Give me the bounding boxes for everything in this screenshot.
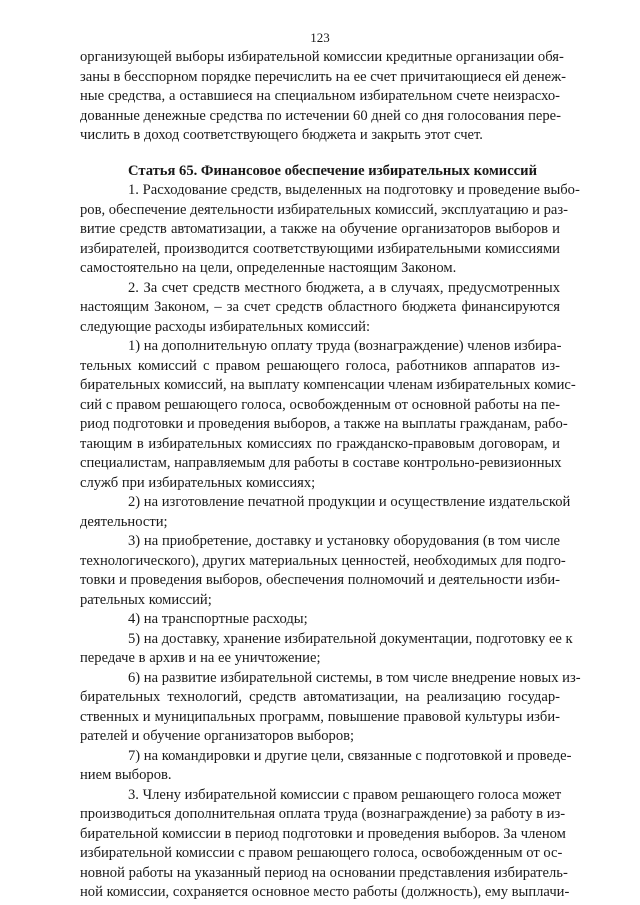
paragraph <box>80 630 573 669</box>
text-line: 3. Члену избирательной комиссии с правом решающего голоса может <box>128 786 562 803</box>
text-line: настоящим Законом, – за счет средств областного бюджета финансируются <box>80 299 560 315</box>
text-line: деятельности; <box>80 513 168 530</box>
text-line: заны в бесспорном порядке перечислить на ее счет причитающиеся ей денеж- <box>80 68 567 85</box>
text-line: витие средств автоматизации, а также на обучение организаторов выборов и <box>80 221 560 237</box>
page-number: 123 <box>310 30 330 45</box>
text-line: товки и проведения выборов, обеспечения полномочий и деятельности изби- <box>80 572 560 588</box>
intro-paragraph <box>80 48 567 146</box>
text-line: технологического), других материальных ценностей, необходимых для подго- <box>80 552 566 569</box>
text-line: сий с правом решающего голоса, освобожденным от основной работы на пе- <box>80 396 560 413</box>
text-line: 2. За счет средств местного бюджета, а в случаях, предусмотренных <box>128 279 560 296</box>
text-line: бирательных технологий, средств автоматизации, на реализацию государ- <box>80 689 560 705</box>
text-line: рательных комиссий; <box>80 591 212 608</box>
text-line: служб при избирательных комиссиях; <box>80 474 316 491</box>
paragraph <box>80 669 581 747</box>
text-line: риод подготовки и проведения выборов, а также на выплаты гражданам, рабо- <box>80 416 568 432</box>
paragraph-gap <box>80 146 560 162</box>
text-line: нием выборов. <box>80 767 172 783</box>
paragraph <box>80 279 560 338</box>
paragraph <box>80 181 580 279</box>
text-line: дованные денежные средства по истечении 60 дней со дня голосования пере- <box>80 107 562 124</box>
paragraph <box>80 532 566 610</box>
text-line: следующие расходы избирательных комиссий: <box>80 318 370 335</box>
text-line: тельных комиссий с правом решающего голоса, работников аппаратов из- <box>80 357 560 374</box>
paragraph <box>80 337 576 493</box>
text-line: самостоятельно на цели, определенные настоящим Законом. <box>80 260 457 276</box>
text-line: 2) на изготовление печатной продукции и осуществление издательской <box>128 494 571 510</box>
text-line: ров, обеспечение деятельности избирательных комиссий, эксплуатацию и раз- <box>80 201 568 218</box>
paragraph <box>80 747 572 786</box>
text-line: избирательной комиссии с правом решающего голоса, освобожденным от ос- <box>80 845 563 861</box>
text-line: тающим в избирательных комиссиях по гражданско-правовым договорам, и <box>80 435 560 452</box>
text-line: ственных и муниципальных программ, повышение правовой культуры изби- <box>80 708 560 725</box>
text-line: числить в доход соответствующего бюджета и закрыть этот счет. <box>80 127 483 143</box>
text-line: производиться дополнительная оплата труда (вознаграждение) за работу в из- <box>80 806 566 822</box>
text-line: передаче в архив и на ее уничтожение; <box>80 650 321 666</box>
text-line: ные средства, а оставшиеся на специальном избирательном счете неизрасхо- <box>80 88 560 104</box>
text-line: новной работы на указанный период на основании представления избиратель- <box>80 864 568 881</box>
text-line: 1. Расходование средств, выделенных на подготовку и проведение выбо- <box>128 182 580 198</box>
text-line: ной комиссии, сохраняется основное место работы (должность), ему выплачи- <box>80 884 570 900</box>
text-line: избирателей, производится соответствующими избирательными комиссиями <box>80 240 560 257</box>
article-heading: Статья 65. Финансовое обеспечение избирательных комиссий <box>128 162 537 179</box>
article-paragraphs <box>80 181 581 903</box>
text-line: бирательной комиссии в период подготовки и проведения выборов. За членом <box>80 825 566 842</box>
text-line: рателей и обучение организаторов выборов; <box>80 728 355 744</box>
paragraph <box>80 493 571 532</box>
text-line: 4) на транспортные расходы; <box>128 611 308 627</box>
text-line: бирательных комиссий, на выплату компенсации членам избирательных комис- <box>80 377 576 393</box>
text-line: 3) на приобретение, доставку и установку оборудования (в том числе <box>128 533 560 549</box>
paragraph <box>80 786 570 903</box>
text-line: 5) на доставку, хранение избирательной документации, подготовку ее к <box>128 630 573 647</box>
document-body <box>80 48 581 903</box>
text-line: специалистам, направляемым для работы в составе контрольно-ревизионных <box>80 455 562 471</box>
text-line: 1) на дополнительную оплату труда (вознаграждение) членов избира- <box>128 338 562 354</box>
text-line: 6) на развитие избирательной системы, в том числе внедрение новых из- <box>128 669 581 686</box>
paragraph <box>80 610 560 630</box>
text-line: 7) на командировки и другие цели, связанные с подготовкой и проведе- <box>128 747 572 764</box>
text-line: организующей выборы избирательной комиссии кредитные организации обя- <box>80 49 564 65</box>
